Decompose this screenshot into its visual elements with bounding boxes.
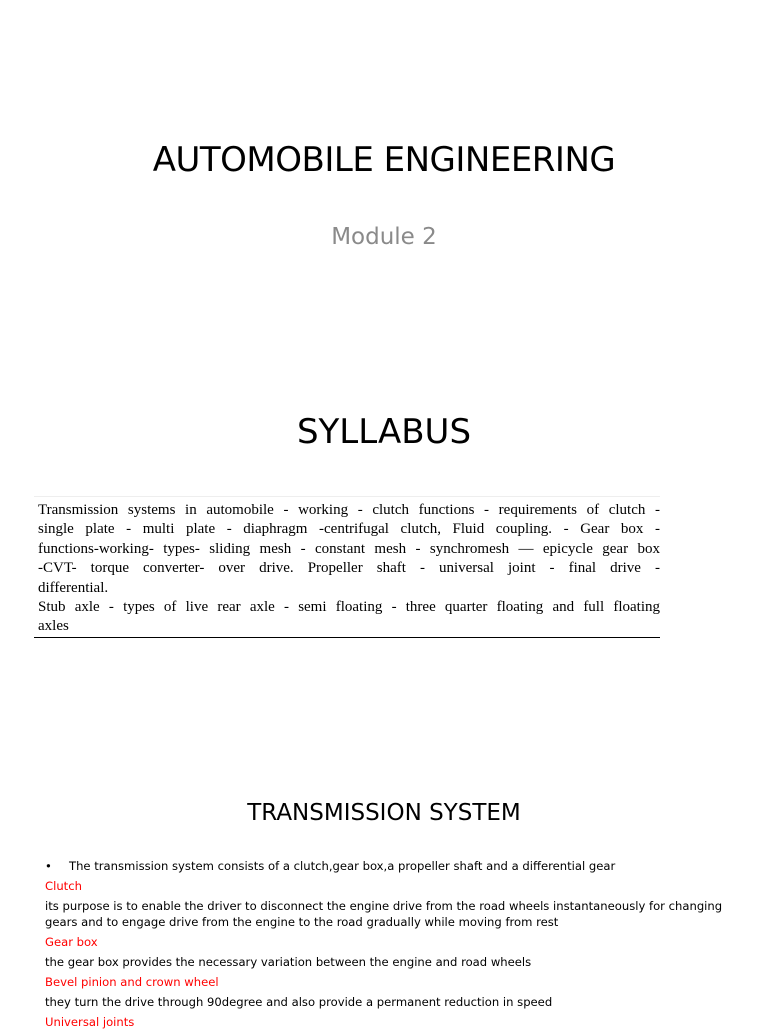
slide-title: AUTOMOBILE ENGINEERING bbox=[152, 140, 616, 180]
clutch-text: its purpose is to enable the driver to disconnect the engine drive from the road wheels instantaneously for changing gears and to engage drive from the engine to the road gradually while moving from rest bbox=[45, 899, 723, 929]
universal-heading: Universal joints bbox=[45, 1015, 135, 1029]
syllabus-line: functions-working- types- sliding mesh - constant mesh - synchromesh — epicycle gear box bbox=[38, 540, 660, 557]
syllabus-text-image bbox=[34, 496, 660, 638]
gearbox-heading: Gear box bbox=[45, 935, 98, 949]
bevel-heading: Bevel pinion and crown wheel bbox=[45, 975, 219, 989]
syllabus-line: differential. bbox=[38, 579, 109, 596]
bullet-text: The transmission system consists of a clutch,gear box,a propeller shaft and a differential gear bbox=[69, 859, 616, 873]
syllabus-line: single plate - multi plate - diaphragm -centrifugal clutch, Fluid coupling. - Gear box - bbox=[38, 521, 660, 538]
bullet-icon: • bbox=[45, 859, 52, 873]
syllabus-slide bbox=[0, 360, 768, 660]
syllabus-line: Transmission systems in automobile - working - clutch functions - requirements of clutch - bbox=[38, 502, 660, 518]
transmission-body bbox=[45, 858, 735, 1034]
transmission-slide bbox=[0, 760, 768, 1029]
bevel-text: they turn the drive through 90degree and also provide a permanent reduction in speed bbox=[45, 995, 553, 1009]
transmission-title: TRANSMISSION SYSTEM bbox=[247, 800, 521, 826]
gearbox-text: the gear box provides the necessary variation between the engine and road wheels bbox=[45, 955, 532, 969]
syllabus-line: axles bbox=[38, 618, 69, 635]
bullet-item bbox=[45, 858, 735, 874]
slide-subtitle: Module 2 bbox=[331, 224, 437, 250]
title-slide bbox=[0, 0, 768, 300]
clutch-heading: Clutch bbox=[45, 879, 82, 893]
syllabus-line: Stub axle - types of live rear axle - semi floating - three quarter floating and full floating bbox=[38, 599, 660, 616]
syllabus-line: -CVT- torque converter- over drive. Propeller shaft - universal joint - final drive - bbox=[38, 560, 660, 577]
syllabus-title: SYLLABUS bbox=[296, 412, 472, 452]
